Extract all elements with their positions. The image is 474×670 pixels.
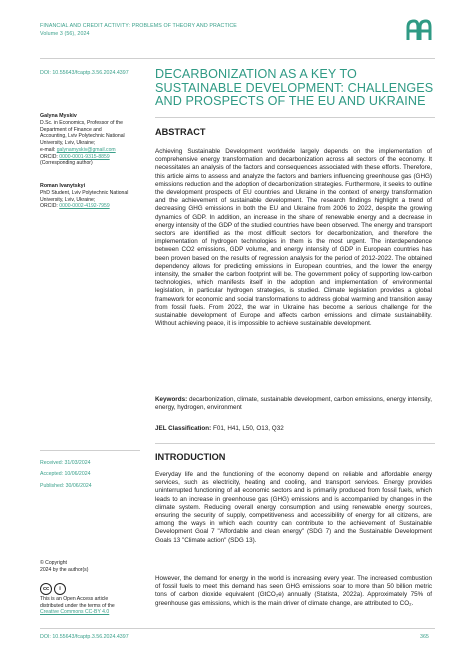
abstract-text: Achieving Sustainable Development worldwide largely depends on the implementation of comprehensive energy transformation and decarbonization across all sectors of the economy. It necessitates an analysis of the factors and consequences associated with these efforts. Therefore, this article aims to assess and analyze the factors and barriers influencing greenhouse gas (GHG) emissions reduction and the adoption of decarbonization strategies. Furthermore, it seeks to outline the development prospects of EU countries and Ukraine in the context of energy transformation and the achievement of sustainable development. The research findings highlight a trend of decreasing GHG emissions in both the EU and Ukraine from 2006 to 2022, despite the growing dynamics of GDP. In addition, an increase in the share of renewable energy and a decrease in energy intensity of the GDP of the studied countries have been observed. The energy and transport sectors are identified as the most difficult sectors for decarbonization, and therefore the implementation of hydrogen technologies in them is the most urgent. The interdependence between CO2 emissions, GDP volume, and energy intensity of GDP in European countries has been proven based on the results of regression analysis for the period of 2012-2022. The obtained dependency allows for predicting emissions in European countries, and the lower the energy intensity, the smaller the carbon footprint will be. The government policy of supporting low-carbon technologies, which manifests itself in the adoption and implementation of environmental legislation, in particular hydrogen strategies, is studied. Climate legislation provides a global framework for economic and social transformations to address global warming and transition away from fossil fuels. From 2022, the war in Ukraine has become a serious challenge for the sustainable development of Europe and affects carbon emissions and climate sustainability. Without achieving peace, it is impossible to achieve sustainable development. bbox=[155, 148, 432, 328]
journal-logo-icon bbox=[406, 19, 432, 41]
orcid-link[interactable]: 0000-0001-9315-8859 bbox=[59, 153, 110, 160]
copyright-line: © Copyright bbox=[40, 560, 67, 566]
author-affiliation-line: PhD Student, Lviv Polytechnic National bbox=[40, 189, 129, 196]
oa-line: distributed under the terms of the bbox=[40, 602, 115, 609]
article-title: DECARBONIZATION AS A KEY TO SUSTAINABLE DEVELOPMENT: CHALLENGES AND PROSPECTS OF THE EU AND UKRAINE bbox=[155, 67, 434, 108]
author-orcid bbox=[40, 203, 144, 210]
published-date: Published: 30/06/2024 bbox=[40, 482, 92, 489]
author-block-2 bbox=[40, 183, 144, 210]
publication-dates bbox=[40, 458, 92, 492]
email-link[interactable]: galynamyskiv@gmail.com bbox=[56, 146, 116, 153]
copyright-block bbox=[40, 560, 144, 573]
keywords bbox=[155, 396, 432, 412]
author-affiliation-line: University, Lviv, Ukraine; bbox=[40, 196, 96, 203]
author-affiliation-line: Accounting, Lviv Polytechnic National bbox=[40, 133, 125, 140]
orcid-label: ORCID: bbox=[40, 153, 60, 160]
author-block-1 bbox=[40, 113, 144, 167]
header-divider bbox=[40, 58, 435, 59]
email-label: e-mail: bbox=[40, 146, 57, 153]
license-link[interactable]: Creative Commons CC-BY 4.0 bbox=[40, 609, 110, 616]
jel-text: F01, H41, L50, O13, Q32 bbox=[211, 425, 284, 432]
footer-divider bbox=[40, 628, 435, 629]
author-orcid bbox=[40, 154, 144, 161]
received-date: Received: 31/03/2024 bbox=[40, 460, 91, 466]
journal-header bbox=[40, 22, 237, 38]
orcid-link[interactable]: 0000-0002-4192-7959 bbox=[59, 203, 110, 210]
author-name: Galyna Myskiv bbox=[40, 113, 77, 119]
doi-link[interactable]: DOI: 10.55643/fcaptp.3.56.2024.4397 bbox=[40, 70, 129, 76]
journal-name: FINANCIAL AND CREDIT ACTIVITY: PROBLEMS OF THEORY AND PRACTICE bbox=[40, 23, 237, 29]
introduction-heading: INTRODUCTION bbox=[155, 452, 226, 462]
author-name: Roman Ivanytskyi bbox=[40, 183, 86, 189]
intro-paragraph-2: However, the demand for energy in the world is increasing every year. The increased combustion of fossil fuels to meet this demand has seen GHG emissions soar to more than 50 billion metric tons of carbon dioxide equivalent (GtCO₂e) annually (Statista, 2022a). Approximately 75% of greenhouse gas emissions, which is the main driver of climate change, are attributed to CO₂. bbox=[155, 575, 432, 607]
author-affiliation-line: University, Lviv, Ukraine; bbox=[40, 140, 96, 146]
jel-label: JEL Classification: bbox=[155, 425, 212, 432]
open-access-note bbox=[40, 596, 150, 616]
intro-divider bbox=[155, 443, 435, 444]
orcid-label: ORCID: bbox=[40, 203, 60, 210]
title-divider bbox=[155, 117, 435, 118]
footer-doi[interactable]: DOI: 10.55643/fcaptp.3.56.2024.4397 bbox=[40, 634, 129, 640]
accepted-date: Accepted: 10/06/2024 bbox=[40, 471, 91, 478]
keywords-text: decarbonization, climate, sustainable development, carbon emissions, energy intensity, energy, hydrogen, environment bbox=[155, 396, 432, 412]
copyright-holder: 2024 by the author(s) bbox=[40, 566, 89, 573]
keywords-label: Keywords: bbox=[155, 396, 188, 403]
by-icon: i bbox=[54, 583, 66, 595]
journal-volume: Volume 3 (56), 2024 bbox=[40, 31, 90, 37]
author-affiliation-line: Department of Finance and bbox=[40, 126, 102, 133]
corresponding-note: (Corresponding author) bbox=[40, 160, 93, 167]
intro-paragraph-1: Everyday life and the functioning of the economy depend on reliable and affordable energy services, such as electricity, heating and cooling, and transport services. Energy provides uninterrupted functioning of all economic sectors and is primarily produced from fossil fuels, which leads to an increase in greenhouse gas (GHG) emissions and is accompanied by changes in the climate system. Reducing overall energy consumption and using renewable energy sources, ensuring the security of supply, competitiveness and accessibility of energy for all citizens, are among the ways in which each country can contribute to the achievement of Sustainable Development Goal 7 "Affordable and clean energy" (SDG 7) and the Sustainable Development Goals 13 "Climate action" (SDG 13). bbox=[155, 471, 432, 544]
dates-divider bbox=[40, 450, 140, 451]
page-number: 365 bbox=[420, 634, 429, 640]
cc-icon: cc bbox=[40, 583, 52, 595]
abstract-heading: ABSTRACT bbox=[155, 127, 206, 137]
author-email bbox=[40, 147, 144, 154]
oa-line: This is an Open Access article bbox=[40, 596, 109, 602]
jel-classification bbox=[155, 425, 432, 433]
author-affiliation-line: D.Sc. in Economics, Professor of the bbox=[40, 119, 123, 126]
cc-badge[interactable] bbox=[40, 583, 66, 595]
